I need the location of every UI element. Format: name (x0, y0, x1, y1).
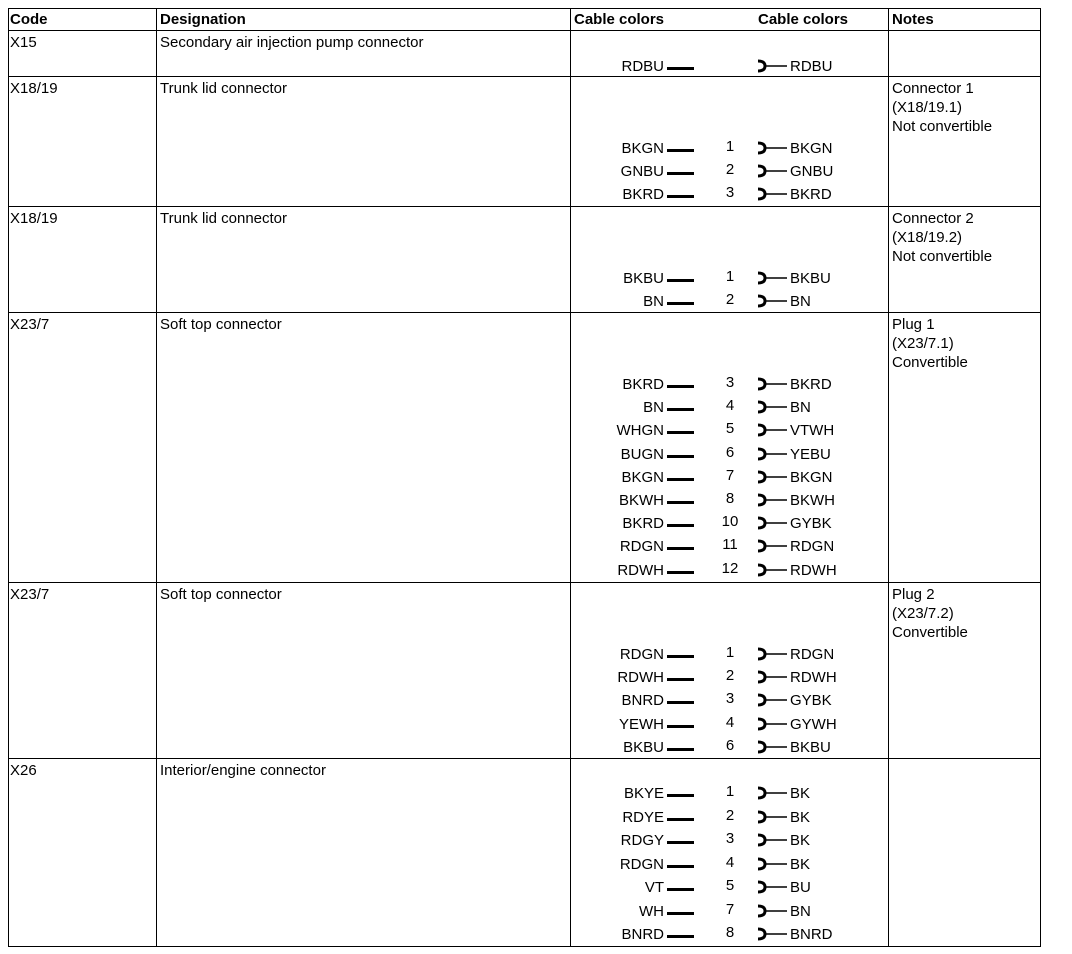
right-cable-color: BK (790, 832, 811, 849)
left-cable-color: BKGN (621, 468, 664, 486)
wire-stub-icon (667, 818, 694, 821)
pin-row (0, 445, 1072, 465)
table-row-rule (8, 30, 1041, 31)
right-cable-color: RDGN (790, 538, 835, 556)
row-designation: Soft top connector (160, 586, 282, 603)
wire-stub-icon (667, 865, 694, 868)
pin-number: 6 (725, 736, 735, 754)
row-code: X23/7 (10, 586, 50, 603)
pin-number: 5 (725, 877, 735, 894)
pin-row (0, 878, 1072, 898)
pin-number: 2 (725, 161, 735, 178)
pin-number: 4 (725, 853, 735, 871)
pin-row (0, 139, 1072, 159)
pin-row (0, 514, 1072, 534)
table-row-rule (8, 758, 1041, 759)
wire-stub-icon (667, 547, 694, 550)
right-cable-color: GYWH (790, 715, 837, 733)
row-note-line: Convertible (892, 354, 968, 371)
plug-contact-icon (757, 375, 787, 395)
pin-row (0, 491, 1072, 511)
pin-number: 12 (721, 559, 739, 577)
plug-contact-icon (757, 925, 787, 945)
plug-contact-icon (757, 514, 787, 534)
row-note-line: Plug 1 (892, 316, 935, 333)
pin-number: 2 (725, 806, 735, 824)
pin-number: 1 (725, 644, 735, 661)
plug-contact-icon (757, 445, 787, 465)
plug-contact-icon (757, 831, 787, 851)
plug-contact-icon (757, 715, 787, 735)
row-code: X26 (10, 762, 37, 779)
wire-stub-icon (667, 524, 694, 527)
plug-contact-icon (757, 645, 787, 665)
right-cable-color: GNBU (790, 163, 834, 180)
pin-row (0, 738, 1072, 758)
right-cable-color: BKWH (790, 492, 835, 509)
left-cable-color: RDGN (619, 646, 664, 663)
row-code: X18/19 (10, 80, 58, 97)
pin-row (0, 715, 1072, 735)
pin-row (0, 691, 1072, 711)
right-cable-color: BKRD (790, 186, 832, 203)
left-cable-color: WH (639, 902, 664, 920)
wire-stub-icon (667, 149, 694, 152)
plug-contact-icon (757, 398, 787, 418)
right-cable-color: BKGN (790, 468, 833, 486)
right-cable-color: RDBU (790, 58, 833, 75)
left-cable-color: BN (643, 399, 664, 417)
left-cable-color: BKYE (623, 785, 664, 802)
plug-contact-icon (757, 561, 787, 581)
row-designation: Trunk lid connector (160, 210, 288, 227)
left-cable-color: WHGN (616, 422, 664, 440)
pin-number: 3 (725, 690, 735, 708)
plug-contact-icon (757, 57, 787, 77)
left-cable-color: BKRD (622, 376, 664, 393)
right-cable-color: BKGN (790, 140, 833, 157)
plug-contact-icon (757, 784, 787, 804)
pin-row (0, 831, 1072, 851)
pin-row (0, 925, 1072, 945)
row-note-line: Convertible (892, 624, 968, 641)
right-cable-color: BKBU (790, 738, 831, 756)
pin-number: 10 (721, 513, 739, 531)
row-code: X18/19 (10, 210, 58, 227)
pin-row (0, 162, 1072, 182)
wire-stub-icon (667, 655, 694, 658)
wire-stub-icon (667, 501, 694, 504)
right-cable-color: RDWH (790, 669, 837, 687)
right-cable-color: BNRD (790, 926, 833, 943)
pin-row (0, 421, 1072, 441)
row-note-line: (X18/19.1) (892, 99, 963, 116)
wire-stub-icon (667, 431, 694, 434)
left-cable-color: BKBU (623, 270, 664, 287)
wire-stub-icon (667, 455, 694, 458)
left-cable-color: BNRD (621, 926, 664, 943)
left-cable-color: BKWH (619, 492, 664, 509)
wire-stub-icon (667, 478, 694, 481)
left-cable-color: BN (643, 293, 664, 310)
right-cable-color: GYBK (790, 692, 832, 710)
left-cable-color: YEWH (619, 715, 664, 733)
wire-stub-icon (667, 302, 694, 305)
plug-contact-icon (757, 185, 787, 205)
pin-row (0, 375, 1072, 395)
pin-row (0, 855, 1072, 875)
plug-contact-icon (757, 855, 787, 875)
row-note-line: Not convertible (892, 248, 993, 265)
plug-contact-icon (757, 878, 787, 898)
right-cable-color: BK (790, 785, 811, 802)
right-cable-color: BK (790, 855, 811, 873)
plug-contact-icon (757, 139, 787, 159)
row-note-line: (X18/19.2) (892, 229, 963, 246)
pin-row (0, 561, 1072, 581)
pin-row (0, 668, 1072, 688)
plug-contact-icon (757, 292, 787, 312)
left-cable-color: BKBU (623, 738, 664, 756)
row-note-line: Connector 2 (892, 210, 974, 227)
header-designation: Designation (160, 11, 246, 28)
pin-number: 2 (725, 667, 735, 685)
pin-number: 8 (725, 490, 735, 507)
pin-row (0, 784, 1072, 804)
plug-contact-icon (757, 691, 787, 711)
left-cable-color: BKRD (622, 186, 664, 203)
right-cable-color: BU (790, 879, 811, 896)
pin-row (0, 645, 1072, 665)
row-code: X15 (10, 34, 37, 51)
row-note-line: (X23/7.2) (892, 605, 954, 622)
right-cable-color: RDWH (790, 561, 837, 579)
plug-contact-icon (757, 537, 787, 557)
right-cable-color: BKRD (790, 376, 832, 393)
right-cable-color: BK (790, 808, 811, 826)
wire-stub-icon (667, 678, 694, 681)
wire-stub-icon (667, 385, 694, 388)
row-designation: Trunk lid connector (160, 80, 288, 97)
wire-stub-icon (667, 408, 694, 411)
wire-stub-icon (667, 841, 694, 844)
plug-contact-icon (757, 468, 787, 488)
wire-stub-icon (667, 571, 694, 574)
right-cable-color: RDGN (790, 646, 835, 663)
table-row-rule (8, 582, 1041, 583)
pin-number: 3 (725, 830, 735, 847)
wire-stub-icon (667, 912, 694, 915)
row-note-line: Plug 2 (892, 586, 935, 603)
wire-stub-icon (667, 701, 694, 704)
plug-contact-icon (757, 491, 787, 511)
pin-row (0, 468, 1072, 488)
wire-stub-icon (667, 725, 694, 728)
row-code: X23/7 (10, 316, 50, 333)
pin-number: 8 (725, 924, 735, 941)
right-cable-color: BKBU (790, 270, 831, 287)
pin-number: 7 (725, 466, 735, 484)
pin-number: 11 (722, 536, 738, 554)
left-cable-color: RDGN (619, 538, 664, 556)
pin-number: 3 (725, 184, 735, 201)
row-note-line: Connector 1 (892, 80, 974, 97)
right-cable-color: GYBK (790, 515, 832, 533)
left-cable-color: RDWH (617, 561, 664, 579)
wire-stub-icon (667, 195, 694, 198)
pin-number: 1 (725, 268, 735, 285)
pin-number: 7 (725, 900, 735, 918)
header-code: Code (10, 11, 48, 28)
pin-row (0, 537, 1072, 557)
header-notes: Notes (892, 11, 934, 28)
left-cable-color: RDBU (621, 58, 664, 75)
plug-contact-icon (757, 738, 787, 758)
wire-stub-icon (667, 888, 694, 891)
left-cable-color: BKGN (621, 140, 664, 157)
pin-row (0, 269, 1072, 289)
table-row-rule (8, 312, 1041, 313)
row-designation: Interior/engine connector (160, 762, 326, 779)
wire-stub-icon (667, 172, 694, 175)
wire-stub-icon (667, 794, 694, 797)
pin-row (0, 808, 1072, 828)
plug-contact-icon (757, 808, 787, 828)
wire-stub-icon (667, 67, 694, 70)
row-note-line: (X23/7.1) (892, 335, 954, 352)
left-cable-color: BUGN (620, 445, 664, 463)
pin-number: 6 (725, 443, 735, 461)
pin-number: 1 (725, 783, 735, 800)
wire-stub-icon (667, 279, 694, 282)
plug-contact-icon (757, 421, 787, 441)
table-row-rule (8, 206, 1041, 207)
right-cable-color: YEBU (790, 445, 831, 463)
left-cable-color: VT (644, 879, 664, 896)
left-cable-color: RDYE (622, 808, 664, 826)
wire-stub-icon (667, 935, 694, 938)
pin-row (0, 292, 1072, 312)
pin-number: 5 (725, 420, 735, 438)
pin-number: 4 (725, 397, 735, 415)
left-cable-color: BNRD (621, 692, 664, 710)
row-designation: Soft top connector (160, 316, 282, 333)
right-cable-color: BN (790, 399, 811, 417)
wire-stub-icon (667, 748, 694, 751)
right-cable-color: BN (790, 902, 811, 920)
plug-contact-icon (757, 668, 787, 688)
pin-row (0, 185, 1072, 205)
left-cable-color: BKRD (622, 515, 664, 533)
left-cable-color: GNBU (620, 163, 664, 180)
table-row-rule (8, 946, 1041, 947)
pin-row (0, 902, 1072, 922)
header-cable-colors-right: Cable colors (758, 11, 849, 28)
left-cable-color: RDGN (619, 855, 664, 873)
right-cable-color: VTWH (790, 422, 835, 440)
plug-contact-icon (757, 902, 787, 922)
pin-number: 4 (725, 713, 735, 731)
pin-number: 1 (725, 138, 735, 155)
right-cable-color: BN (790, 293, 811, 310)
plug-contact-icon (757, 162, 787, 182)
plug-contact-icon (757, 269, 787, 289)
pin-row (0, 57, 1072, 77)
left-cable-color: RDGY (620, 832, 664, 849)
pin-row (0, 398, 1072, 418)
row-designation: Secondary air injection pump connector (160, 34, 424, 51)
row-note-line: Not convertible (892, 118, 993, 135)
pin-number: 3 (725, 374, 735, 391)
left-cable-color: RDWH (617, 669, 664, 687)
header-cable-colors-left: Cable colors (574, 11, 665, 28)
table-row-rule (8, 8, 1041, 9)
pin-number: 2 (725, 291, 735, 308)
